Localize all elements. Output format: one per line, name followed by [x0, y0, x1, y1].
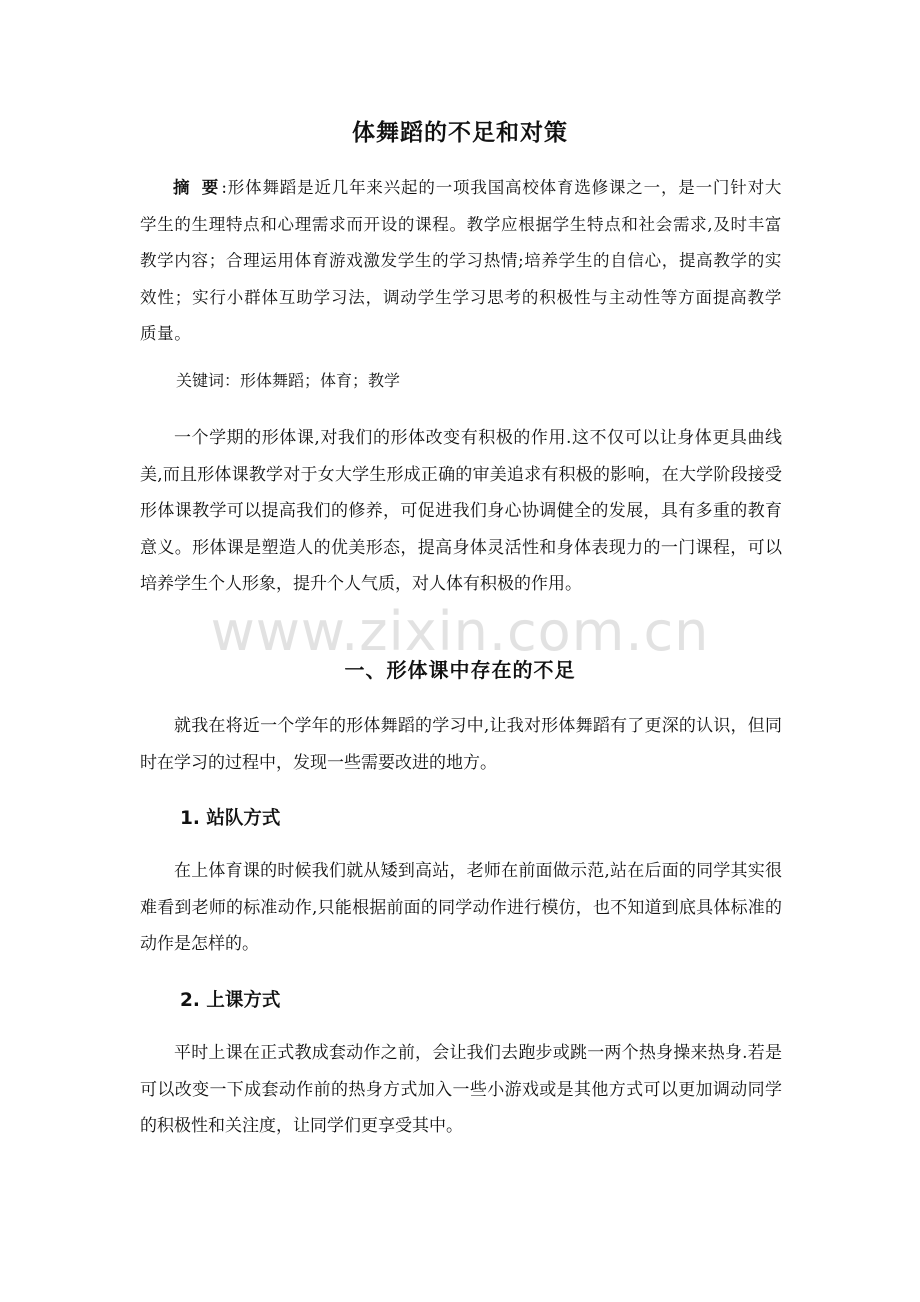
abstract-text: :形体舞蹈是近几年来兴起的一项我国高校体育选修课之一，是一门针对大学生的生理特点和心理需求而开设的课程。教学应根据学生特点和社会需求,及时丰富教学内容；合理运用体育游戏激发学生的学习热情;培养学生的自信心，提高教学的实效性；实行小群体互助学习法，调动学生学习思考的积极性与主动性等方面提高教学质量。: [140, 178, 782, 343]
abstract-paragraph: [140, 170, 782, 353]
section-intro-paragraph: 就我在将近一个学年的形体舞蹈的学习中,让我对形体舞蹈有了更深的认识，但同时在学习的过程中，发现一些需要改进的地方。: [140, 716, 782, 773]
intro-paragraph: 一个学期的形体课,对我们的形体改变有积极的作用.这不仅可以让身体更具曲线美,而且形体课教学对于女大学生形成正确的审美追求有积极的影响，在大学阶段接受形体课教学可以提高我们的修养，可促进我们身心协调健全的发展，具有多重的教育意义。形体课是塑造人的优美形态，提高身体灵活性和身体表现力的一门课程，可以培养学生个人形象，提升个人气质，对人体有积极的作用。: [140, 428, 782, 594]
abstract-label: 摘 要: [173, 178, 222, 197]
subsection-heading-1: 1. 站队方式: [180, 808, 281, 829]
keywords-line: [176, 368, 400, 391]
subsection-heading-2: 2. 上课方式: [180, 990, 281, 1011]
section-heading: 一、形体课中存在的不足: [344, 658, 576, 682]
watermark: www.zixin.com.cn: [210, 600, 710, 663]
document-title: 体舞蹈的不足和对策: [352, 120, 568, 146]
subsection-paragraph-2: 平时上课在正式教成套动作之前，会让我们去跑步或跳一两个热身操来热身.若是可以改变一下成套动作前的热身方式加入一些小游戏或是其他方式可以更加调动同学的积极性和关注度，让同学们更享受其中。: [140, 1043, 782, 1136]
subsection-paragraph-1: 在上体育课的时候我们就从矮到高站，老师在前面做示范,站在后面的同学其实很难看到老师的标准动作,只能根据前面的同学动作进行模仿，也不知道到底具体标准的动作是怎样的。: [140, 861, 782, 954]
keywords-text: 形体舞蹈；体育；教学: [240, 371, 401, 390]
keywords-label: 关键词：: [176, 371, 241, 390]
